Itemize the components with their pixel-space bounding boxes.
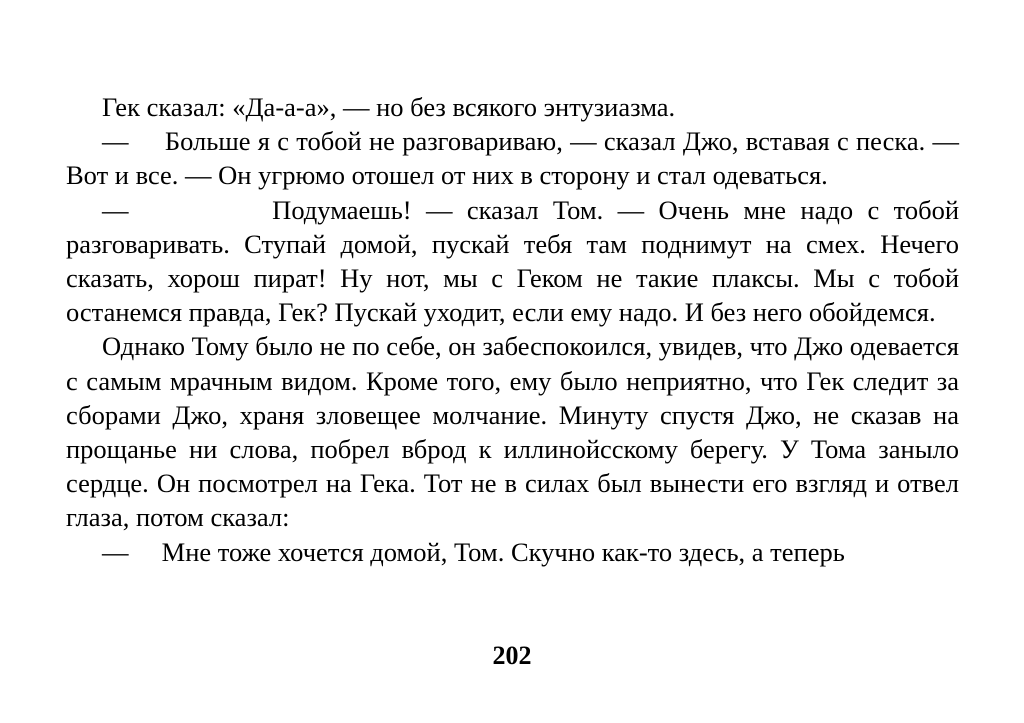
page-text (66, 90, 966, 569)
paragraph: — Больше я с тобой не разговариваю, — сказал Джо, вставая с песка. — Вот и все. — Он угрюмо отошел от них в сторону и стал одеваться. (66, 126, 966, 191)
paragraph: Однако Тому было не по себе, он забеспокоился, увидев, что Джо одевается с самым мрачным видом. Кроме того, ему было неприятно, что Гек следит за сборами Джо, храня зловещее молчание. Минуту спустя Джо, не сказав на прощанье ни слова, побрел вброд к иллинойсскому берегу. У Тома заныло сердце. Он посмотрел на Гека. Тот не в силах был вынести его взгляд и отвел глаза, потом сказал: (66, 331, 966, 533)
paragraph: — Мне тоже хочется домой, Том. Скучно как-то здесь, а теперь (102, 536, 845, 567)
page-number: 202 (492, 641, 532, 670)
paragraph: Гек сказал: «Да-а-а», — но без всякого энтузиазма. (102, 92, 676, 122)
paragraph: — Подумаешь! — сказал Том. — Очень мне надо с тобой разговаривать. Ступай домой, пускай тебя там поднимут на смех. Нечего сказать, хорош пират! Ну нот, мы с Геком не такие плаксы. Мы с тобой останемся правда, Гек? Пускай уходит, если ему надо. И без него обойдемся. (66, 194, 966, 328)
